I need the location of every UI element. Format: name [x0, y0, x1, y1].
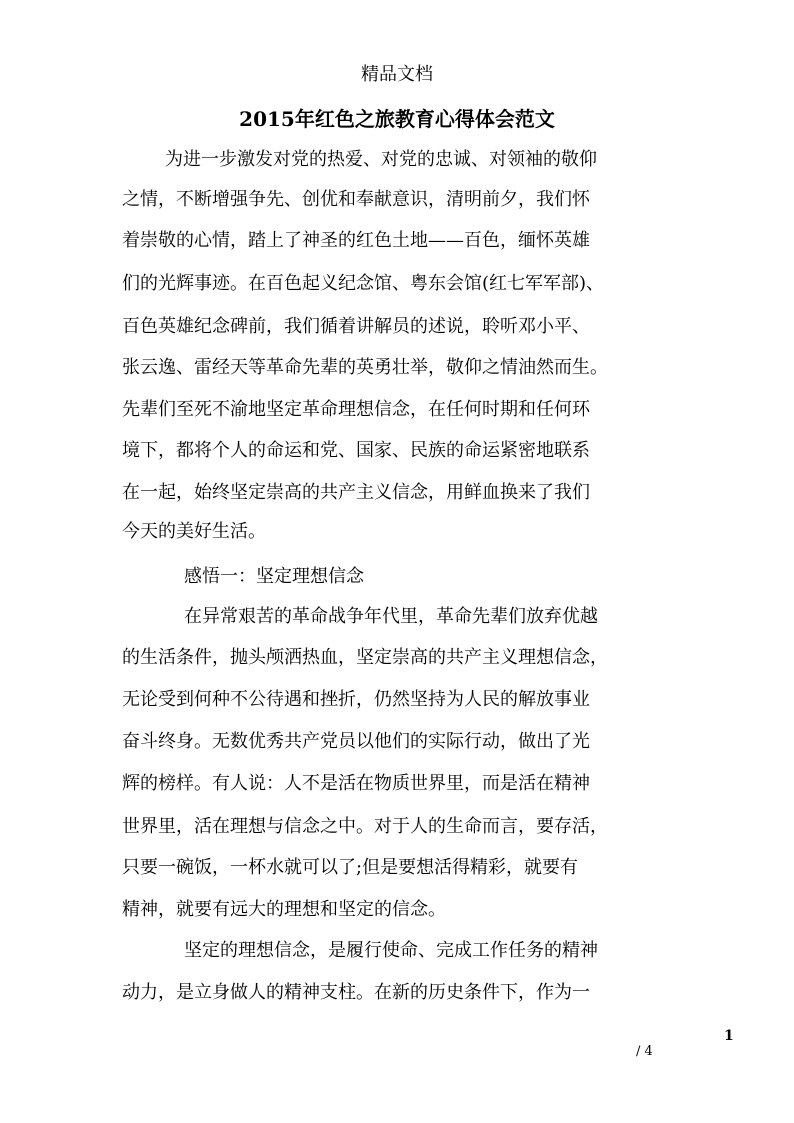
text-line: 境下，都将个人的命运和党、国家、民族的命运紧密地联系 — [122, 440, 590, 461]
text-line: 辉的榜样。有人说：人不是活在物质世界里，而是活在精神 — [122, 773, 590, 794]
text-line: 精神，就要有远大的理想和坚定的信念。 — [122, 899, 446, 920]
document-title: 2015年红色之旅教育心得体会范文 — [239, 107, 555, 131]
text-line: 张云逸、雷经天等革命先辈的英勇壮举，敬仰之情油然而生。 — [122, 357, 608, 378]
text-line: 先辈们至死不渝地坚定革命理想信念，在任何时期和任何环 — [122, 399, 590, 420]
text-line: 为进一步激发对党的热爱、对党的忠诚、对领袖的敬仰 — [165, 149, 597, 170]
text-line: 坚定的理想信念，是履行使命、完成工作任务的精神 — [184, 940, 598, 961]
text-line: 之情，不断增强争先、创优和奉献意识，清明前夕，我们怀 — [122, 189, 590, 210]
text-line: 奋斗终身。无数优秀共产党员以他们的实际行动，做出了光 — [122, 731, 590, 752]
page-total: / 4 — [636, 1044, 653, 1059]
text-line: 在一起，始终坚定崇高的共产主义信念，用鲜血换来了我们 — [122, 482, 590, 503]
text-line: 在异常艰苦的革命战争年代里，革命先辈们放弃优越 — [184, 606, 598, 627]
text-line: 世界里，活在理想与信念之中。对于人的生命而言，要存活， — [122, 816, 608, 837]
page-number: 1 — [724, 1028, 734, 1044]
text-line: 无论受到何种不公待遇和挫折，仍然坚持为人民的解放事业 — [122, 689, 590, 710]
document-header: 精品文档 — [361, 64, 433, 85]
text-line: 的生活条件，抛头颅洒热血，坚定崇高的共产主义理想信念， — [122, 647, 608, 668]
section-heading: 感悟一：坚定理想信念 — [184, 566, 364, 587]
text-line: 只要一碗饭，一杯水就可以了;但是要想活得精彩，就要有 — [122, 857, 579, 878]
text-line: 着崇敬的心情，踏上了神圣的红色土地——百色，缅怀英雄 — [122, 230, 590, 251]
text-line: 今天的美好生活。 — [122, 521, 266, 542]
text-line: 们的光辉事迹。在百色起义纪念馆、粤东会馆(红七军军部)、 — [122, 273, 605, 294]
text-line: 动力，是立身做人的精神支柱。在新的历史条件下，作为一 — [122, 982, 590, 1003]
text-line: 百色英雄纪念碑前，我们循着讲解员的述说，聆听邓小平、 — [122, 316, 590, 337]
